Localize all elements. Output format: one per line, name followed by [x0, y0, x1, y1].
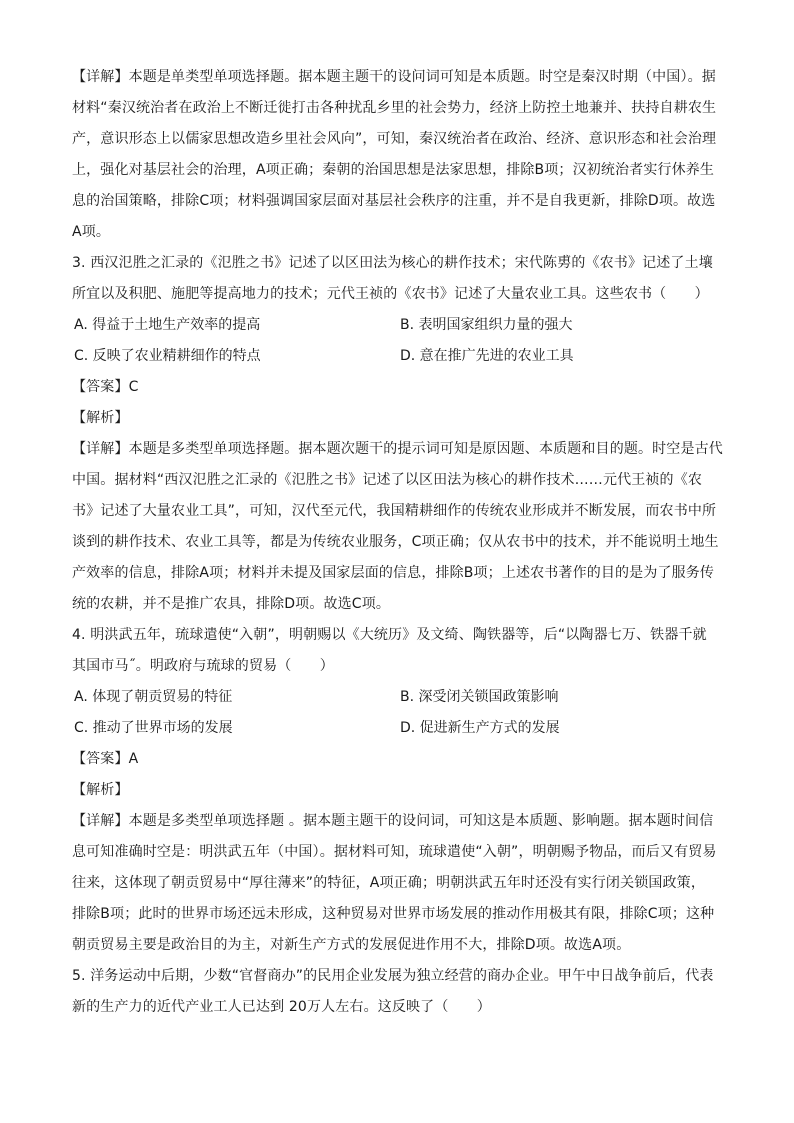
text-line: 书》记述了大量农业工具”，可知，汉代至元代，我国精耕细作的传统农业形成并不断发展，而农书中所 — [72, 503, 717, 519]
option-a: A. 体现了朝贡贸易的特征 — [74, 689, 233, 705]
text-line: 排除B项；此时的世界市场还远未形成，这种贸易对世界市场发展的推动作用极其有限，排除C项；这种 — [72, 906, 715, 922]
option-c: C. 反映了农业精耕细作的特点 — [74, 348, 261, 364]
option-row — [72, 713, 724, 744]
text-line: 【详解】本题是多类型单项选择题 。据本题主题干的设问词，可知这是本质题、影响题。据本题时间信 — [72, 813, 714, 829]
q2-explanation — [72, 62, 724, 248]
question-stem: 所宜以及积肥、施肥等提高地力的技术；元代王祯的《农书》记述了大量农业工具。这些农书（ ） — [72, 286, 709, 302]
answer-label: 【答案】C — [72, 379, 139, 395]
text-line: 材料“秦汉统治者在政治上不断迁徙打击各种扰乱乡里的社会势力，经济上防控土地兼并、扶持自耕农生 — [72, 100, 717, 116]
text-line: 上，强化对基层社会的治理，A项正确；秦朝的治国思想是法家思想，排除B项；汉初统治者实行休养生 — [72, 162, 715, 178]
question-stem: 其国市马˝。明政府与琉球的贸易（ ） — [72, 658, 334, 674]
question-stem: 新的生产力的近代产业工人已达到 20万人左右。这反映了（ ） — [72, 999, 491, 1015]
option-b: B. 深受闭关锁国政策影响 — [400, 689, 559, 705]
question-stem: 3. 西汉氾胜之汇录的《氾胜之书》记述了以区田法为核心的耕作技术；宋代陈旉的《农书》记述了土壤 — [72, 255, 713, 271]
text-line: 【详解】本题是多类型单项选择题。据本题次题干的提示词可知是原因题、本质题和目的题。时空是古代 — [72, 441, 723, 457]
question-4 — [72, 620, 724, 961]
question-3 — [72, 248, 724, 620]
text-line: 【详解】本题是单类型单项选择题。据本题主题干的设问词可知是本质题。时空是秦汉时期（中国）。据 — [72, 69, 716, 85]
text-line: A项。 — [72, 224, 111, 240]
text-line: 息可知准确时空是：明洪武五年（中国）。据材料可知，琉球遣使“入朝”，明朝赐予物品，而后又有贸易 — [72, 844, 717, 860]
option-row — [72, 310, 724, 341]
document-page — [72, 62, 724, 1023]
text-line: 谈到的耕作技术、农业工具等，都是为传统农业服务，C项正确；仅从农书中的技术，并不能说明土地生 — [72, 534, 719, 550]
text-line: 朝贡贸易主要是政治目的为主，对新生产方式的发展促进作用不大，排除D项。故选A项。 — [72, 937, 631, 953]
text-line: 产效率的信息，排除A项；材料并未提及国家层面的信息，排除B项；上述农书著作的目的是为了服务传 — [72, 565, 715, 581]
analysis-label: 【解析】 — [72, 410, 129, 426]
text-line: 统的农耕，并不是推广农具，排除D项。故选C项。 — [72, 596, 391, 612]
text-line: 产，意识形态上以儒家思想改造乡里社会风向”，可知，秦汉统治者在政治、经济、意识形态和社会治理 — [72, 131, 717, 147]
option-row — [72, 341, 724, 372]
analysis-label: 【解析】 — [72, 782, 129, 798]
text-line: 息的治国策略，排除C项；材料强调国家层面对基层社会秩序的注重，并不是自我更新，排除D项。故选 — [72, 193, 716, 209]
option-d: D. 促进新生产方式的发展 — [400, 720, 560, 736]
option-a: A. 得益于土地生产效率的提高 — [74, 317, 261, 333]
option-b: B. 表明国家组织力量的强大 — [400, 317, 573, 333]
option-c: C. 推动了世界市场的发展 — [74, 720, 233, 736]
answer-label: 【答案】A — [72, 751, 139, 767]
question-stem: 4. 明洪武五年，琉球遣使“入朝”，明朝赐以《大统历》及文绮、陶铁器等，后“以陶器七万、铁器千就 — [72, 627, 707, 643]
text-line: 中国。据材料“西汉氾胜之汇录的《氾胜之书》记述了以区田法为核心的耕作技术……元代王祯的《农 — [72, 472, 703, 488]
option-row — [72, 682, 724, 713]
option-d: D. 意在推广先进的农业工具 — [400, 348, 574, 364]
question-stem: 5. 洋务运动中后期，少数“官督商办”的民用企业发展为独立经营的商办企业。甲午中日战争前后，代表 — [72, 968, 714, 984]
question-5 — [72, 961, 724, 1023]
text-line: 往来，这体现了朝贡贸易中“厚往薄来”的特征，A项正确；明朝洪武五年时还没有实行闭关锁国政策， — [72, 875, 705, 891]
